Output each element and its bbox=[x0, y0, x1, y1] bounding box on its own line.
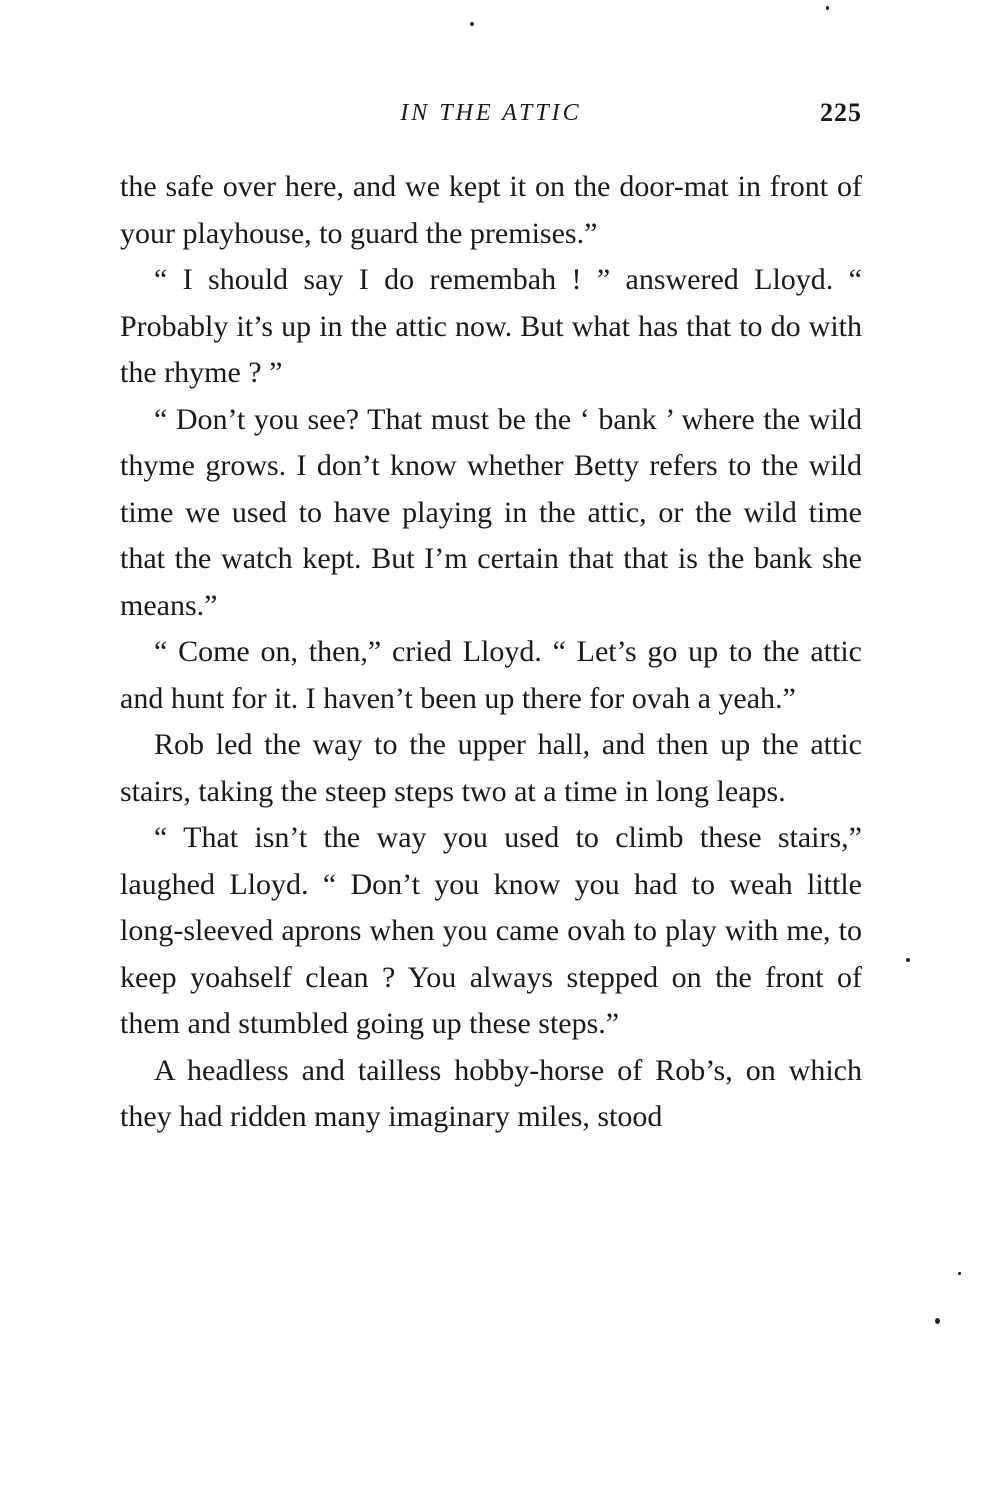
paragraph: the safe over here, and we kept it on the door-mat in front of your playhouse, to guard the premises.” bbox=[120, 170, 862, 250]
scan-speck bbox=[470, 22, 474, 26]
scan-speck bbox=[826, 6, 829, 10]
page-body bbox=[120, 164, 862, 1141]
page-number: 225 bbox=[820, 98, 862, 127]
paragraph: A headless and tailless hobby-horse of Rob’s, on which they had ridden many imaginary miles, stood bbox=[120, 1053, 862, 1133]
paragraph: “ Come on, then,” cried Lloyd. “ Let’s go up to the attic and hunt for it. I haven’t been up there for ovah a yeah.” bbox=[120, 635, 862, 715]
paragraph: “ Don’t you see? That must be the ‘ bank ’ where the wild thyme grows. I don’t know whether Betty refers to the wild time we used to have playing in the attic, or the wild time that the watch kept. But I’m certain that that is the bank she means.” bbox=[120, 402, 862, 622]
paragraph: “ I should say I do remembah ! ” answered Lloyd. “ Probably it’s up in the attic now. But what has that to do with the rhyme ? ” bbox=[120, 263, 862, 389]
paragraph: Rob led the way to the upper hall, and then up the attic stairs, taking the steep steps two at a time in long leaps. bbox=[120, 728, 862, 808]
scan-speck bbox=[935, 1318, 940, 1324]
running-head bbox=[120, 96, 862, 136]
paragraph: “ That isn’t the way you used to climb these stairs,” laughed Lloyd. “ Don’t you know you had to weah little long-sleeved aprons when you came ovah to play with me, to keep yoahself clean ? You always stepped on the front of them and stumbled going up these steps.” bbox=[120, 821, 862, 1040]
scan-speck bbox=[906, 958, 910, 962]
scan-speck bbox=[958, 1272, 961, 1275]
running-title: IN THE ATTIC bbox=[400, 100, 582, 126]
